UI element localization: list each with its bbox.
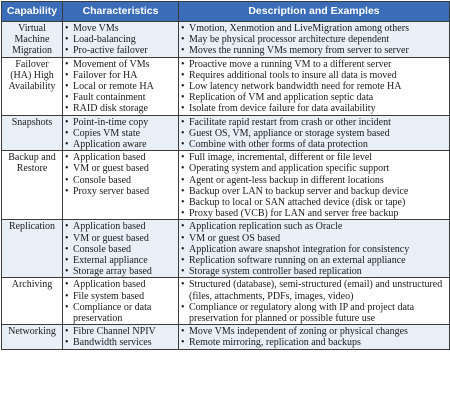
description-item: • Isolate from device failure for data availability (181, 103, 447, 114)
table-row (2, 151, 450, 220)
characteristics-cell (63, 151, 179, 220)
description-list (181, 221, 447, 277)
capability-cell: Snapshots (2, 115, 63, 151)
description-cell (179, 22, 450, 58)
characteristics-list (65, 326, 176, 348)
characteristics-cell (63, 57, 179, 115)
description-cell (179, 115, 450, 151)
characteristic-item: • Proxy server based (65, 186, 176, 197)
description-item: • Full image, incremental, different or file level (181, 152, 447, 163)
description-item: • May be physical processor architecture dependent (181, 34, 447, 45)
description-item: • Agent or agent-less backup in different locations (181, 175, 447, 186)
description-item: • Application aware snapshot integration for consistency (181, 244, 447, 255)
description-item: • Compliance or regulatory along with IP and project data preservation for planned or possible future use (181, 302, 447, 324)
description-list (181, 23, 447, 57)
capability-cell: Failover (HA) High Availability (2, 57, 63, 115)
characteristic-item: • Compliance or data preservation (65, 302, 176, 324)
characteristic-item: • File system based (65, 291, 176, 302)
table-row (2, 115, 450, 151)
characteristic-item: • Point-in-time copy (65, 117, 176, 128)
description-list (181, 326, 447, 348)
description-item: • Combine with other forms of data protection (181, 139, 447, 150)
capability-cell: Replication (2, 220, 63, 278)
description-item: • Storage system controller based replication (181, 266, 447, 277)
characteristic-item: • Move VMs (65, 23, 176, 34)
characteristic-item: • Application based (65, 279, 176, 290)
column-header-characteristics: Characteristics (63, 2, 179, 22)
description-item: • Low latency network bandwidth need for remote HA (181, 81, 447, 92)
table-row (2, 325, 450, 349)
characteristics-list (65, 59, 176, 115)
characteristic-item: • Storage array based (65, 266, 176, 277)
characteristics-cell (63, 278, 179, 325)
description-item: • Moves the running VMs memory from server to server (181, 45, 447, 56)
description-item: • Facilitate rapid restart from crash or other incident (181, 117, 447, 128)
capabilities-table (1, 1, 450, 350)
table-body (2, 22, 450, 350)
characteristic-item: • Local or remote HA (65, 81, 176, 92)
characteristic-item: • Application aware (65, 139, 176, 150)
characteristics-list (65, 152, 176, 197)
characteristics-cell (63, 22, 179, 58)
characteristic-item: • Application based (65, 152, 176, 163)
description-list (181, 59, 447, 115)
characteristic-item: • Load-balancing (65, 34, 176, 45)
characteristics-cell (63, 325, 179, 349)
description-item: • Guest OS, VM, appliance or storage system based (181, 128, 447, 139)
description-item: • Move VMs independent of zoning or physical changes (181, 326, 447, 337)
characteristic-item: • RAID disk storage (65, 103, 176, 114)
description-cell (179, 325, 450, 349)
description-item: • Backup over LAN to backup server and backup device (181, 186, 447, 197)
characteristics-cell (63, 115, 179, 151)
characteristic-item: • Fibre Channel NPIV (65, 326, 176, 337)
description-item: • Backup to local or SAN attached device (disk or tape) (181, 197, 447, 208)
capability-cell: Backup and Restore (2, 151, 63, 220)
column-header-capability: Capability (2, 2, 63, 22)
description-cell (179, 278, 450, 325)
capability-cell: Networking (2, 325, 63, 349)
characteristic-item: • Console based (65, 244, 176, 255)
description-item: • VM or guest OS based (181, 233, 447, 244)
description-item: • Replication of VM and application septic data (181, 92, 447, 103)
capability-cell: Virtual Machine Migration (2, 22, 63, 58)
characteristic-item: • Application based (65, 221, 176, 232)
capability-cell: Archiving (2, 278, 63, 325)
description-item: • Operating system and application specific support (181, 163, 447, 174)
characteristics-list (65, 23, 176, 57)
characteristic-item: • Failover for HA (65, 70, 176, 81)
description-item: • Application replication such as Oracle (181, 221, 447, 232)
description-item: • Requires additional tools to insure all data is moved (181, 70, 447, 81)
table-row (2, 278, 450, 325)
characteristic-item: • VM or guest based (65, 233, 176, 244)
column-header-description: Description and Examples (179, 2, 450, 22)
description-item: • Proxy based (VCB) for LAN and server free backup (181, 208, 447, 219)
characteristics-list (65, 221, 176, 277)
description-list (181, 279, 447, 324)
characteristics-list (65, 279, 176, 324)
description-item: • Replication software running on an external appliance (181, 255, 447, 266)
description-cell (179, 57, 450, 115)
description-cell (179, 151, 450, 220)
characteristic-item: • VM or guest based (65, 163, 176, 174)
characteristic-item: • Console based (65, 175, 176, 186)
characteristic-item: • External appliance (65, 255, 176, 266)
table-row (2, 22, 450, 58)
table-row (2, 220, 450, 278)
characteristic-item: • Movement of VMs (65, 59, 176, 70)
characteristics-cell (63, 220, 179, 278)
description-cell (179, 220, 450, 278)
table-row (2, 57, 450, 115)
characteristic-item: • Copies VM state (65, 128, 176, 139)
description-list (181, 117, 447, 151)
table-header-row (2, 2, 450, 22)
characteristic-item: • Fault containment (65, 92, 176, 103)
description-list (181, 152, 447, 219)
characteristics-list (65, 117, 176, 151)
description-item: • Remote mirroring, replication and backups (181, 337, 447, 348)
characteristic-item: • Pro-active failover (65, 45, 176, 56)
description-item: • Vmotion, Xenmotion and LiveMigration among others (181, 23, 447, 34)
description-item: • Structured (database), semi-structured (email) and unstructured (files, attachments, PDFs, images, video) (181, 279, 447, 301)
description-item: • Proactive move a running VM to a different server (181, 59, 447, 70)
characteristic-item: • Bandwidth services (65, 337, 176, 348)
